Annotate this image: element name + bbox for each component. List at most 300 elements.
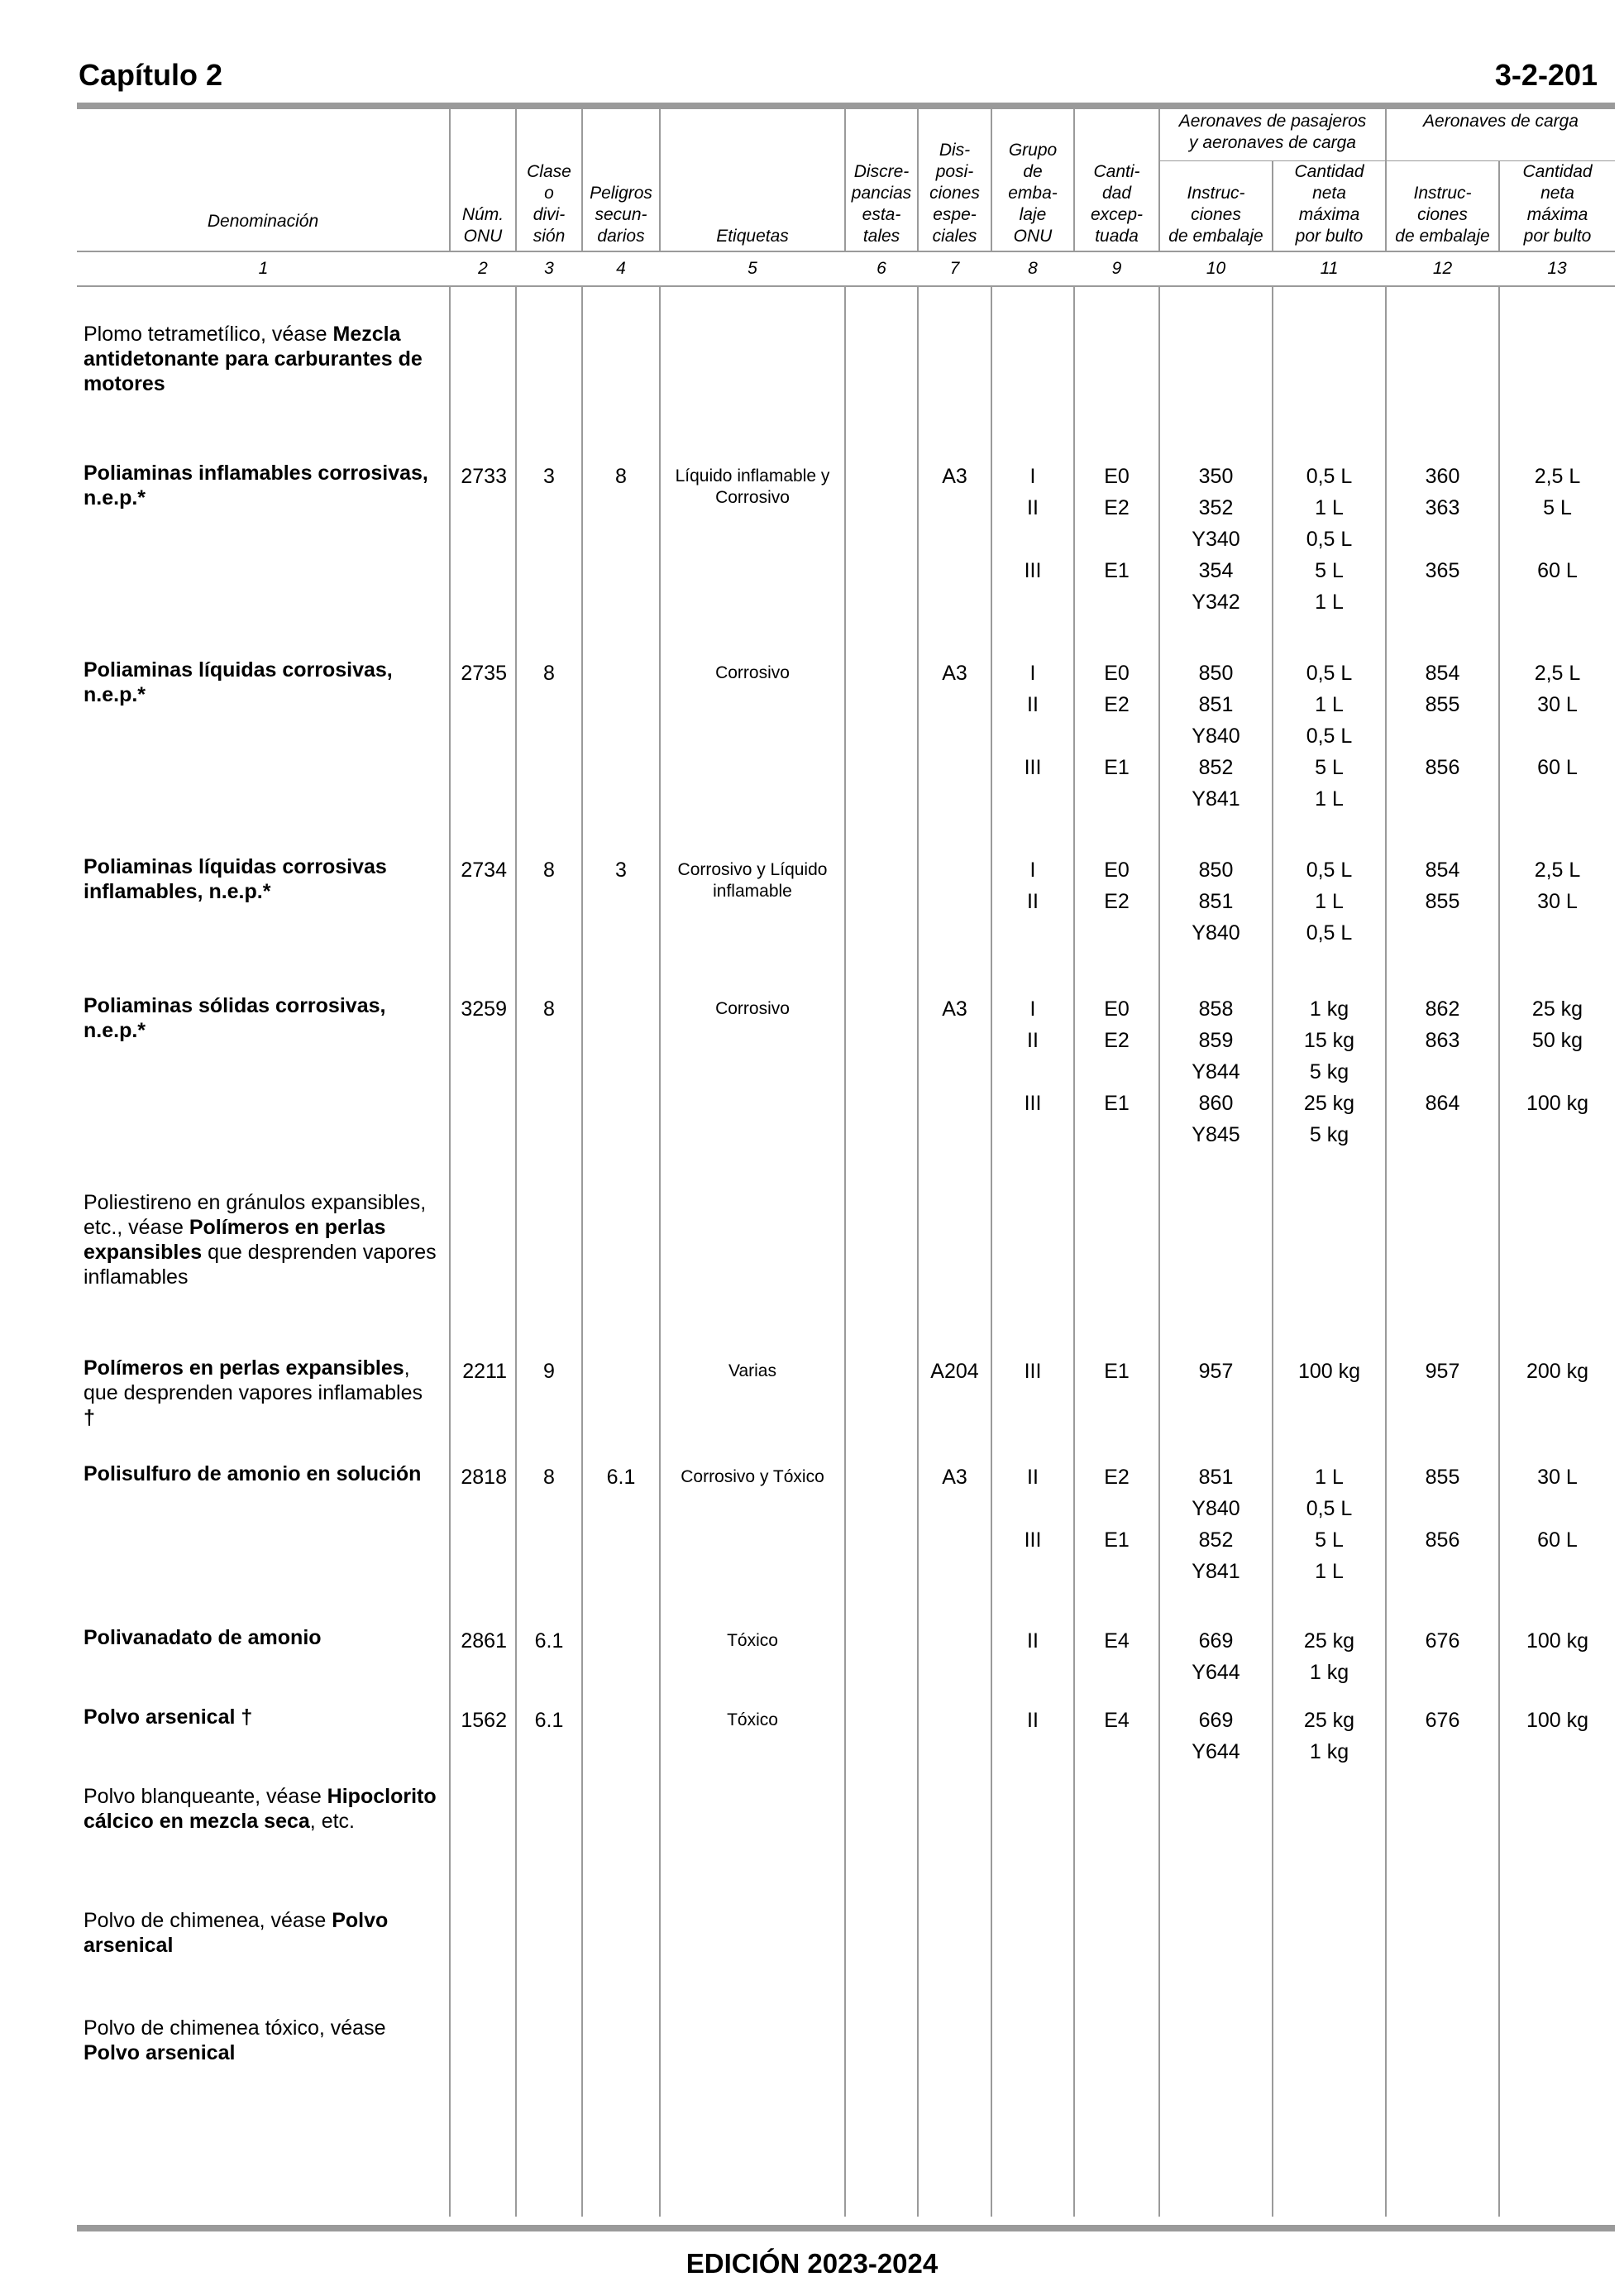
entry-q_pax-line: 5 L (1315, 1528, 1344, 1552)
entry-pi_pax (1160, 2016, 1272, 2115)
entry-q_pax (1273, 854, 1385, 993)
entry-etiquetas-value: Corrosivo (715, 999, 790, 1018)
entry-name-bold: Polvo arsenical (84, 2041, 236, 2064)
entry-etiquetas-value: Tóxico (727, 1631, 778, 1650)
entry-q_pax (1273, 993, 1385, 1190)
col-number: 10 (1159, 251, 1273, 286)
entry-pi_pax-line: Y840 (1192, 921, 1240, 945)
entry-name (84, 854, 439, 993)
entry-cant-line: E2 (1104, 496, 1130, 519)
entry-cant (1075, 1190, 1158, 1356)
entry-cant-line: E2 (1104, 1466, 1130, 1489)
entry-etiquetas (661, 2021, 844, 2120)
entry-q_cao-line: 2,5 L (1534, 465, 1581, 488)
entry-disc (846, 658, 917, 854)
entry-cant-line (1075, 917, 1158, 949)
entry-name-bold: † (84, 1406, 95, 1429)
entry-name-bold: Polvo arsenical (84, 1909, 389, 1957)
entry-q_pax (1273, 1908, 1385, 2016)
entry-name (84, 993, 439, 1190)
entry-name-text: , que desprenden vapores inflamables (84, 1356, 423, 1404)
entry-grupo-line: II (1027, 890, 1039, 913)
entry-grupo (992, 322, 1073, 461)
body-col-denominacion (77, 286, 450, 2217)
entry-disc (846, 1461, 917, 1625)
entry-q_pax (1273, 1461, 1385, 1625)
entry-pi_cao-line (1387, 783, 1498, 815)
entry-clase (517, 1625, 581, 1705)
entry-pi_pax-line: Y841 (1192, 1560, 1240, 1583)
entry-cant-line: E0 (1104, 662, 1130, 685)
entry-q_cao-line: 30 L (1537, 693, 1578, 716)
entry-pi_pax-line: Y644 (1192, 1661, 1240, 1684)
entry-pi_pax-line: 860 (1198, 1092, 1234, 1115)
entry-un-value: 2733 (461, 465, 507, 488)
entry-peligros (583, 1625, 659, 1705)
col-number: 13 (1499, 251, 1615, 286)
entry-name-bold: Mezcla antidetonante para carburantes de motores (84, 323, 423, 395)
entry-cant-line: E0 (1104, 859, 1130, 882)
entry-cant (1075, 1705, 1158, 1784)
entry-grupo (992, 993, 1073, 1190)
entry-cant (1075, 1356, 1158, 1461)
entry-cant-line (1075, 1657, 1158, 1688)
entry-grupo-line: III (1024, 559, 1042, 582)
entry-name-bold: Polímeros en perlas expansibles (84, 1356, 404, 1380)
entry-q_cao-line: 30 L (1537, 1466, 1578, 1489)
entry-un (451, 993, 507, 1190)
entry-cant-line (1075, 524, 1158, 555)
entry-etiquetas-value: Corrosivo y Líquido inflamable (677, 860, 828, 901)
entry-grupo (992, 1461, 1073, 1625)
body-col-q-cao (1499, 286, 1615, 2217)
entry-un-value: 2735 (461, 662, 507, 685)
entry-cant-line: E1 (1104, 1092, 1130, 1115)
entry-un-value: 1562 (461, 1709, 507, 1732)
entry-grupo (992, 1356, 1073, 1461)
entry-disc (846, 322, 917, 461)
entry-q_pax-line: 15 kg (1303, 1029, 1355, 1052)
entry-un (451, 658, 507, 854)
entry-etiquetas (661, 1710, 844, 1789)
entry-etiquetas-value: Varias (728, 1361, 776, 1380)
entry-disc (846, 1356, 917, 1461)
entry-q_pax-line: 25 kg (1303, 1629, 1355, 1653)
col-number: 11 (1273, 251, 1386, 286)
entry-q_cao-line: 100 kg (1526, 1709, 1589, 1732)
entry-pi_pax-line: 852 (1198, 1528, 1234, 1552)
entry-pi_cao-line (1387, 1556, 1498, 1587)
entry-q_pax (1273, 322, 1385, 461)
entry-un (451, 1461, 507, 1625)
entry-pi_pax-line: Y342 (1192, 591, 1240, 614)
col-number: 2 (450, 251, 516, 286)
entry-q_pax (1273, 658, 1385, 854)
entry-pi_pax (1160, 1908, 1272, 2016)
entry-grupo-line (992, 524, 1073, 555)
entry-name-text: que desprenden vapores inflamables (84, 1241, 437, 1289)
entry-pi_cao-line (1387, 1736, 1498, 1767)
entry-name-text: Plomo tetrametílico, véase (84, 323, 333, 346)
entry-q_cao-line: 25 kg (1531, 997, 1583, 1021)
entry-grupo (992, 1190, 1073, 1356)
entry-q_cao-line (1500, 1556, 1615, 1587)
entry-q_cao (1500, 1908, 1615, 2016)
entry-pi_cao (1387, 1908, 1498, 2016)
entry-disp (919, 1190, 991, 1356)
body-col-peligros (582, 286, 660, 2217)
entry-q_cao-line: 200 kg (1526, 1360, 1589, 1383)
entry-clase (517, 1356, 581, 1461)
entry-pi_pax-line: 669 (1198, 1629, 1234, 1653)
entry-disp (919, 1461, 991, 1625)
entry-q_pax-line: 0,5 L (1306, 859, 1353, 882)
entry-un (451, 1784, 507, 1908)
entry-q_cao (1500, 658, 1615, 854)
entry-disp (919, 1908, 991, 2016)
entry-etiquetas-value: Líquido inflamable y Corrosivo (675, 466, 830, 507)
entry-q_cao-line: 60 L (1537, 756, 1578, 779)
entry-disc (846, 1908, 917, 2016)
entry-q_pax-line: 0,5 L (1306, 662, 1353, 685)
entry-pi_pax-line: 852 (1198, 756, 1234, 779)
body-col-pi-pax (1159, 286, 1273, 2217)
entry-disp-value: A3 (942, 465, 967, 488)
entry-disp-value: A3 (942, 997, 967, 1021)
entry-pi_cao-line (1387, 586, 1498, 618)
entry-clase-value: 8 (543, 1466, 555, 1489)
entry-cant (1075, 461, 1158, 658)
entry-pi_cao-line: 676 (1425, 1629, 1460, 1653)
entry-grupo-line: II (1027, 1466, 1039, 1489)
entry-cant (1075, 993, 1158, 1190)
entry-grupo (992, 658, 1073, 854)
entry-name-text: , etc. (309, 1810, 355, 1833)
entry-pi_cao-line: 863 (1425, 1029, 1460, 1052)
entry-pi_pax (1160, 1784, 1272, 1908)
entry-q_pax (1273, 461, 1385, 658)
entry-disp-value: A204 (930, 1360, 979, 1383)
entry-pi_pax-line: 851 (1198, 1466, 1234, 1489)
entry-q_pax (1273, 1625, 1385, 1705)
entry-pi_cao (1387, 2016, 1498, 2115)
entry-cant (1075, 1461, 1158, 1625)
entry-q_pax (1273, 1356, 1385, 1461)
entry-pi_cao (1387, 1625, 1498, 1705)
entry-peligros (583, 658, 659, 854)
entry-name (84, 1625, 439, 1705)
entry-q_pax-line: 0,5 L (1306, 528, 1353, 551)
entry-q_pax-line: 5 L (1315, 756, 1344, 779)
entry-name-text: Polvo de chimenea, véase (84, 1909, 332, 1932)
col-grupo: Grupo de emba- laje ONU (991, 109, 1074, 251)
entry-cant-line: E1 (1104, 1528, 1130, 1552)
entry-peligros-value: 3 (615, 859, 627, 882)
entry-name-bold: Polvo arsenical † (84, 1705, 253, 1729)
col-denominacion: Denominación (207, 212, 319, 231)
entry-q_pax-line: 25 kg (1303, 1709, 1355, 1732)
entry-clase (517, 461, 581, 658)
body-col-un (450, 286, 516, 2217)
entry-peligros (583, 1705, 659, 1784)
entry-grupo-line (992, 1556, 1073, 1587)
entry-un (451, 1705, 507, 1784)
col-discrepancias: Discre- pancias esta- tales (845, 109, 918, 251)
entry-q_cao (1500, 854, 1615, 993)
entry-pi_cao-line: 864 (1425, 1092, 1460, 1115)
entry-peligros-value: 6.1 (606, 1466, 636, 1489)
entry-pi_cao-line: 856 (1425, 756, 1460, 779)
entry-name-bold: Polímeros en perlas expansibles (84, 1216, 386, 1264)
entry-pi_cao (1387, 1356, 1498, 1461)
entry-disc (846, 1784, 917, 1908)
entry-peligros (583, 854, 659, 993)
entry-etiquetas (661, 1195, 844, 1361)
col-num-onu: Núm. ONU (450, 109, 516, 251)
entry-name-bold: Polivanadato de amonio (84, 1626, 322, 1649)
entry-pi_cao-line: 855 (1425, 1466, 1460, 1489)
top-rule (77, 103, 1615, 109)
col-number: 3 (516, 251, 582, 286)
entry-pi_cao (1387, 658, 1498, 854)
col-number: 7 (918, 251, 991, 286)
table-body (77, 286, 1615, 2217)
entry-pi_pax-line: Y841 (1192, 787, 1240, 811)
entry-pi_pax-line: 352 (1198, 496, 1234, 519)
body-col-etiquetas (660, 286, 845, 2217)
entry-peligros (583, 461, 659, 658)
entry-peligros (583, 2016, 659, 2115)
col-group-carga: Aeronaves de carga (1386, 109, 1615, 161)
entry-q_pax-line: 0,5 L (1306, 1497, 1353, 1520)
entry-peligros-value: 8 (615, 465, 627, 488)
entry-un-value: 2861 (461, 1629, 507, 1653)
entry-name (84, 1461, 439, 1625)
entry-disc (846, 2016, 917, 2115)
entry-q_cao-line: 60 L (1537, 1528, 1578, 1552)
entry-etiquetas (661, 1913, 844, 2021)
entry-disc (846, 1625, 917, 1705)
entry-name-bold: Poliaminas sólidas corrosivas, n.e.p.* (84, 994, 386, 1042)
entry-clase-value: 9 (543, 1360, 555, 1383)
col-number: 9 (1074, 251, 1159, 286)
col-clase: Clase o divi- sión (516, 109, 582, 251)
entry-q_cao-line (1500, 1056, 1615, 1088)
entry-disp-value: A3 (942, 662, 967, 685)
entry-grupo-line: II (1027, 693, 1039, 716)
entry-clase-value: 6.1 (534, 1709, 564, 1732)
entry-grupo-line: II (1027, 1029, 1039, 1052)
entry-pi_pax-line: Y845 (1192, 1123, 1240, 1146)
entry-pi_pax (1160, 1190, 1272, 1356)
entry-pi_cao (1387, 322, 1498, 461)
entry-q_cao (1500, 1356, 1615, 1461)
entry-q_pax-line: 1 L (1315, 496, 1344, 519)
entry-disp (919, 854, 991, 993)
entry-pi_pax (1160, 854, 1272, 993)
entry-cant-line: E2 (1104, 1029, 1130, 1052)
entry-name (84, 1908, 439, 2016)
entry-disp-value: A3 (942, 1466, 967, 1489)
entry-q_pax-line: 5 kg (1309, 1060, 1349, 1083)
entry-grupo-line: II (1027, 1629, 1039, 1653)
entry-cant-line (1075, 1119, 1158, 1150)
col-number: 5 (660, 251, 845, 286)
col-instrucciones-cao: Instruc- ciones de embalaje (1386, 161, 1499, 252)
entry-disc (846, 1190, 917, 1356)
entry-name (84, 2016, 439, 2115)
entry-pi_cao-line: 363 (1425, 496, 1460, 519)
entry-pi_pax-line: 851 (1198, 890, 1234, 913)
entry-grupo (992, 461, 1073, 658)
entry-q_pax-line: 0,5 L (1306, 465, 1353, 488)
entry-clase (517, 1784, 581, 1908)
entry-peligros (583, 1190, 659, 1356)
entry-pi_pax-line: Y840 (1192, 1497, 1240, 1520)
entry-pi_cao-line (1387, 917, 1498, 949)
col-disposiciones: Dis- posi- ciones espe- ciales (918, 109, 991, 251)
entry-pi_pax-line: 859 (1198, 1029, 1234, 1052)
entry-pi_cao-line (1387, 720, 1498, 752)
entry-q_cao-line: 100 kg (1526, 1629, 1589, 1653)
col-etiquetas: Etiquetas (660, 109, 845, 251)
entry-pi_pax-line: Y840 (1192, 725, 1240, 748)
entry-pi_pax (1160, 993, 1272, 1190)
entry-pi_cao (1387, 1705, 1498, 1784)
entry-pi_cao-line: 855 (1425, 693, 1460, 716)
entry-q_pax (1273, 1705, 1385, 1784)
entry-pi_cao (1387, 1461, 1498, 1625)
entry-pi_cao (1387, 1190, 1498, 1356)
entry-pi_pax-line: Y644 (1192, 1740, 1240, 1763)
entry-un-value: 2211 (462, 1360, 507, 1383)
col-number: 6 (845, 251, 918, 286)
col-group-pasajeros: Aeronaves de pasajeros y aeronaves de carga (1159, 109, 1386, 161)
entry-q_pax-line: 0,5 L (1306, 921, 1353, 945)
entry-q_pax-line: 1 kg (1309, 1740, 1349, 1763)
dangerous-goods-table (77, 109, 1615, 2217)
entry-clase (517, 658, 581, 854)
entry-q_cao (1500, 1190, 1615, 1356)
entry-pi_pax (1160, 1705, 1272, 1784)
entry-name (84, 461, 439, 658)
entry-peligros (583, 1908, 659, 2016)
entry-name-text: Polvo de chimenea tóxico, véase (84, 2016, 386, 2040)
entry-grupo-line (992, 917, 1073, 949)
entry-clase (517, 1461, 581, 1625)
entry-q_cao-line: 30 L (1537, 890, 1578, 913)
entry-q_cao-line (1500, 586, 1615, 618)
edition-footer: EDICIÓN 2023-2024 (685, 2248, 939, 2279)
entry-cant-line: E0 (1104, 465, 1130, 488)
body-col-grupo (991, 286, 1074, 2217)
entry-cant (1075, 658, 1158, 854)
entry-cant-line: E4 (1104, 1629, 1130, 1653)
entry-grupo-line (992, 1493, 1073, 1524)
entry-name (84, 322, 439, 461)
entry-name-bold: Polisulfuro de amonio en solución (84, 1462, 422, 1485)
col-number: 1 (77, 251, 450, 286)
entry-pi_cao (1387, 461, 1498, 658)
entry-q_cao-line (1500, 524, 1615, 555)
col-number: 8 (991, 251, 1074, 286)
entry-q_cao (1500, 1461, 1615, 1625)
entry-disp (919, 1356, 991, 1461)
entry-etiquetas (661, 327, 844, 466)
entry-etiquetas (661, 662, 844, 859)
entry-q_cao-line (1500, 917, 1615, 949)
entry-q_pax-line: 5 L (1315, 559, 1344, 582)
entry-q_pax-line: 1 L (1315, 693, 1344, 716)
entry-pi_pax (1160, 1461, 1272, 1625)
entry-cant-line: E2 (1104, 890, 1130, 913)
col-instrucciones-pax: Instruc- ciones de embalaje (1159, 161, 1273, 252)
entry-q_pax-line: 1 L (1315, 890, 1344, 913)
entry-un-value: 2734 (461, 859, 507, 882)
entry-pi_cao-line: 957 (1425, 1360, 1460, 1383)
entry-q_cao-line: 50 kg (1531, 1029, 1583, 1052)
entry-name-bold: Poliaminas líquidas corrosivas, n.e.p.* (84, 658, 393, 706)
entry-grupo-line: III (1024, 1360, 1042, 1383)
entry-grupo (992, 1908, 1073, 2016)
entry-name (84, 658, 439, 854)
entry-grupo-line: III (1024, 756, 1042, 779)
entry-clase (517, 854, 581, 993)
col-number: 4 (582, 251, 660, 286)
body-col-clase (516, 286, 582, 2217)
entry-pi_cao-line: 676 (1425, 1709, 1460, 1732)
entry-q_cao (1500, 1625, 1615, 1705)
entry-un (451, 461, 507, 658)
chapter-title: Capítulo 2 (79, 58, 223, 92)
entry-clase-value: 8 (543, 662, 555, 685)
entry-cant (1075, 1784, 1158, 1908)
entry-disc (846, 461, 917, 658)
entry-q_cao (1500, 1705, 1615, 1784)
entry-disp (919, 658, 991, 854)
entry-cant-line (1075, 1556, 1158, 1587)
entry-q_pax (1273, 1784, 1385, 1908)
entry-q_pax (1273, 1190, 1385, 1356)
entry-cant-line (1075, 1736, 1158, 1767)
entry-q_cao-line (1500, 783, 1615, 815)
entry-pi_pax-line: 850 (1198, 662, 1234, 685)
entry-un-value: 3259 (461, 997, 507, 1021)
entry-un (451, 322, 507, 461)
entry-q_cao-line: 100 kg (1526, 1092, 1589, 1115)
entry-grupo-line: III (1024, 1092, 1042, 1115)
entry-pi_cao-line: 862 (1425, 997, 1460, 1021)
entry-pi_pax-line: 350 (1198, 465, 1234, 488)
entry-pi_pax (1160, 461, 1272, 658)
entry-grupo-line (992, 1736, 1073, 1767)
entry-q_pax-line: 25 kg (1303, 1092, 1355, 1115)
entry-un (451, 854, 507, 993)
entry-etiquetas (661, 1466, 844, 1630)
entry-cant (1075, 1625, 1158, 1705)
col-number: 12 (1386, 251, 1499, 286)
entry-grupo-line: I (1029, 465, 1036, 488)
entry-pi_cao-line (1387, 524, 1498, 555)
col-cantidad-neta-cao: Cantidad neta máxima por bulto (1499, 161, 1615, 252)
entry-cant-line (1075, 586, 1158, 618)
entry-q_cao-line (1500, 720, 1615, 752)
entry-cant-line (1075, 783, 1158, 815)
entry-clase (517, 1705, 581, 1784)
entry-name-bold: Poliaminas inflamables corrosivas, n.e.p.* (84, 462, 428, 509)
entry-cant-line: E1 (1104, 756, 1130, 779)
entry-q_cao (1500, 993, 1615, 1190)
